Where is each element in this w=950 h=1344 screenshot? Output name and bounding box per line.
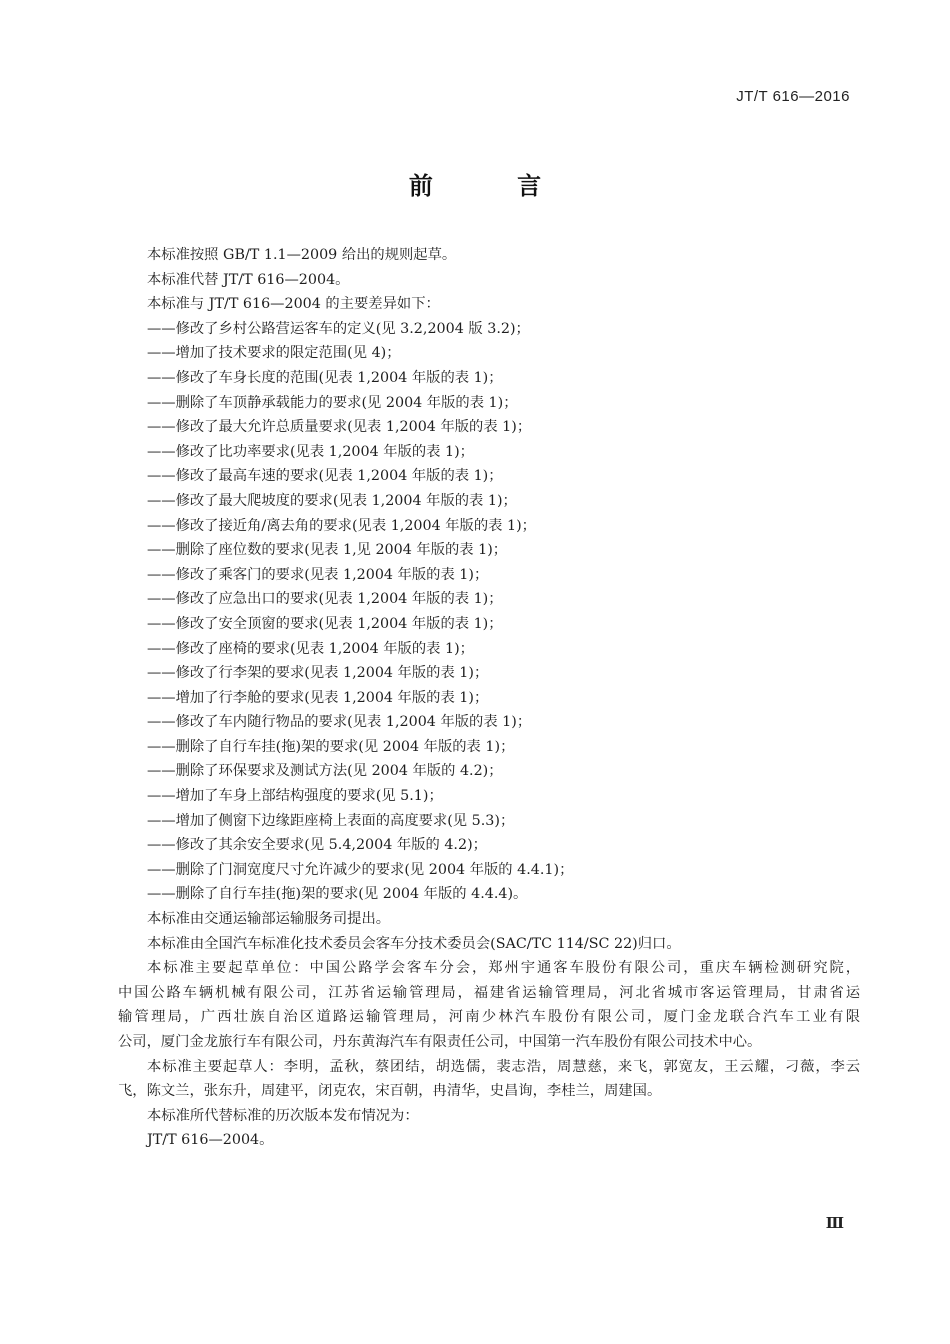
- change-item: ——修改了应急出口的要求(见表 1,2004 年版的表 1)；: [147, 591, 503, 608]
- drafting-units-paragraph: [118, 956, 860, 1054]
- change-item: ——删除了环保要求及测试方法(见 2004 年版的 4.2)；: [147, 763, 503, 780]
- standard-code: JT/T 616—2016: [736, 88, 850, 105]
- change-item: ——修改了乡村公路营运客车的定义(见 3.2,2004 版 3.2)；: [147, 320, 530, 337]
- intro-line: 本标准按照 GB/T 1.1—2009 给出的规则起草。: [147, 247, 457, 263]
- change-item: ——删除了座位数的要求(见表 1,见 2004 年版的表 1)；: [147, 542, 508, 559]
- change-item: ——修改了最大允许总质量要求(见表 1,2004 年版的表 1)；: [147, 419, 532, 436]
- change-item: ——修改了车内随行物品的要求(见表 1,2004 年版的表 1)；: [147, 714, 532, 731]
- history-intro: 本标准所代替标准的历次版本发布情况为：: [147, 1107, 419, 1124]
- change-item: ——删除了车顶静承载能力的要求(见 2004 年版的表 1)；: [147, 394, 518, 411]
- change-item: ——删除了自行车挂(拖)架的要求(见 2004 年版的 4.4.4)。: [147, 886, 528, 903]
- page-number: Ⅲ: [825, 1214, 844, 1232]
- change-item: ——修改了安全顶窗的要求(见表 1,2004 年版的表 1)；: [147, 615, 503, 632]
- paragraph-line: 本标准主要起草单位：中国公路学会客车分会，郑州宇通客车股份有限公司，重庆车辆检测研究院，: [147, 960, 860, 977]
- change-item: ——修改了其余安全要求(见 5.4,2004 年版的 4.2)；: [147, 837, 487, 854]
- change-item: ——修改了最高车速的要求(见表 1,2004 年版的表 1)；: [147, 468, 503, 485]
- drafters-paragraph: [118, 1055, 860, 1104]
- proposer-statement: 本标准由交通运输部运输服务司提出。: [147, 911, 391, 928]
- change-item: ——修改了接近角/离去角的要求(见表 1,2004 年版的表 1)；: [147, 517, 536, 534]
- change-item: ——修改了比功率要求(见表 1,2004 年版的表 1)；: [147, 443, 474, 460]
- paragraph-line: 输管理局，广西壮族自治区道路运输管理局，河南少林汽车股份有限公司，厦门金龙联合汽车工业有限: [118, 1009, 860, 1026]
- change-item: ——修改了座椅的要求(见表 1,2004 年版的表 1)；: [147, 640, 474, 657]
- intro-line: 本标准代替 JT/T 616—2004。: [147, 271, 350, 288]
- change-item: ——修改了行李架的要求(见表 1,2004 年版的表 1)；: [147, 665, 489, 682]
- change-item: ——增加了技术要求的限定范围(见 4)；: [147, 345, 401, 362]
- intro-line: 本标准与 JT/T 616—2004 的主要差异如下：: [147, 296, 440, 313]
- history-item: JT/T 616—2004。: [147, 1132, 274, 1149]
- centralized-statement: 本标准由全国汽车标准化技术委员会客车分技术委员会(SAC/TC 114/SC 22)归口。: [147, 935, 681, 952]
- change-item: ——修改了乘客门的要求(见表 1,2004 年版的表 1)；: [147, 566, 489, 583]
- page-title: 前 言: [408, 172, 580, 200]
- paragraph-line: 公司，厦门金龙旅行车有限公司，丹东黄海汽车有限责任公司，中国第一汽车股份有限公司技术中心。: [118, 1034, 762, 1050]
- change-item: ——增加了侧窗下边缘距座椅上表面的高度要求(见 5.3)；: [147, 812, 515, 829]
- paragraph-line: 本标准主要起草人：李明，孟秋，蔡团结，胡选儒，裴志浩，周慧慈，来飞，郭宽友，王云耀，刁薇，李云: [147, 1058, 860, 1075]
- change-item: ——增加了车身上部结构强度的要求(见 5.1)；: [147, 788, 443, 805]
- paragraph-line: 飞，陈文兰，张东升，周建平，闭克农，宋百朝，冉清华，史昌询，李桂兰，周建国。: [118, 1083, 662, 1100]
- change-item: ——修改了车身长度的范围(见表 1,2004 年版的表 1)；: [147, 369, 503, 386]
- change-item: ——修改了最大爬坡度的要求(见表 1,2004 年版的表 1)；: [147, 492, 517, 509]
- foreword-body: [118, 243, 860, 1153]
- change-item: ——删除了门洞宽度尺寸允许减少的要求(见 2004 年版的 4.4.1)；: [147, 861, 574, 878]
- paragraph-line: 中国公路车辆机械有限公司，江苏省运输管理局，福建省运输管理局，河北省城市客运管理局，甘肃省运: [118, 984, 860, 1001]
- change-item: ——增加了行李舱的要求(见表 1,2004 年版的表 1)；: [147, 689, 489, 706]
- changes-list: [118, 317, 860, 907]
- change-item: ——删除了自行车挂(拖)架的要求(见 2004 年版的表 1)；: [147, 738, 515, 755]
